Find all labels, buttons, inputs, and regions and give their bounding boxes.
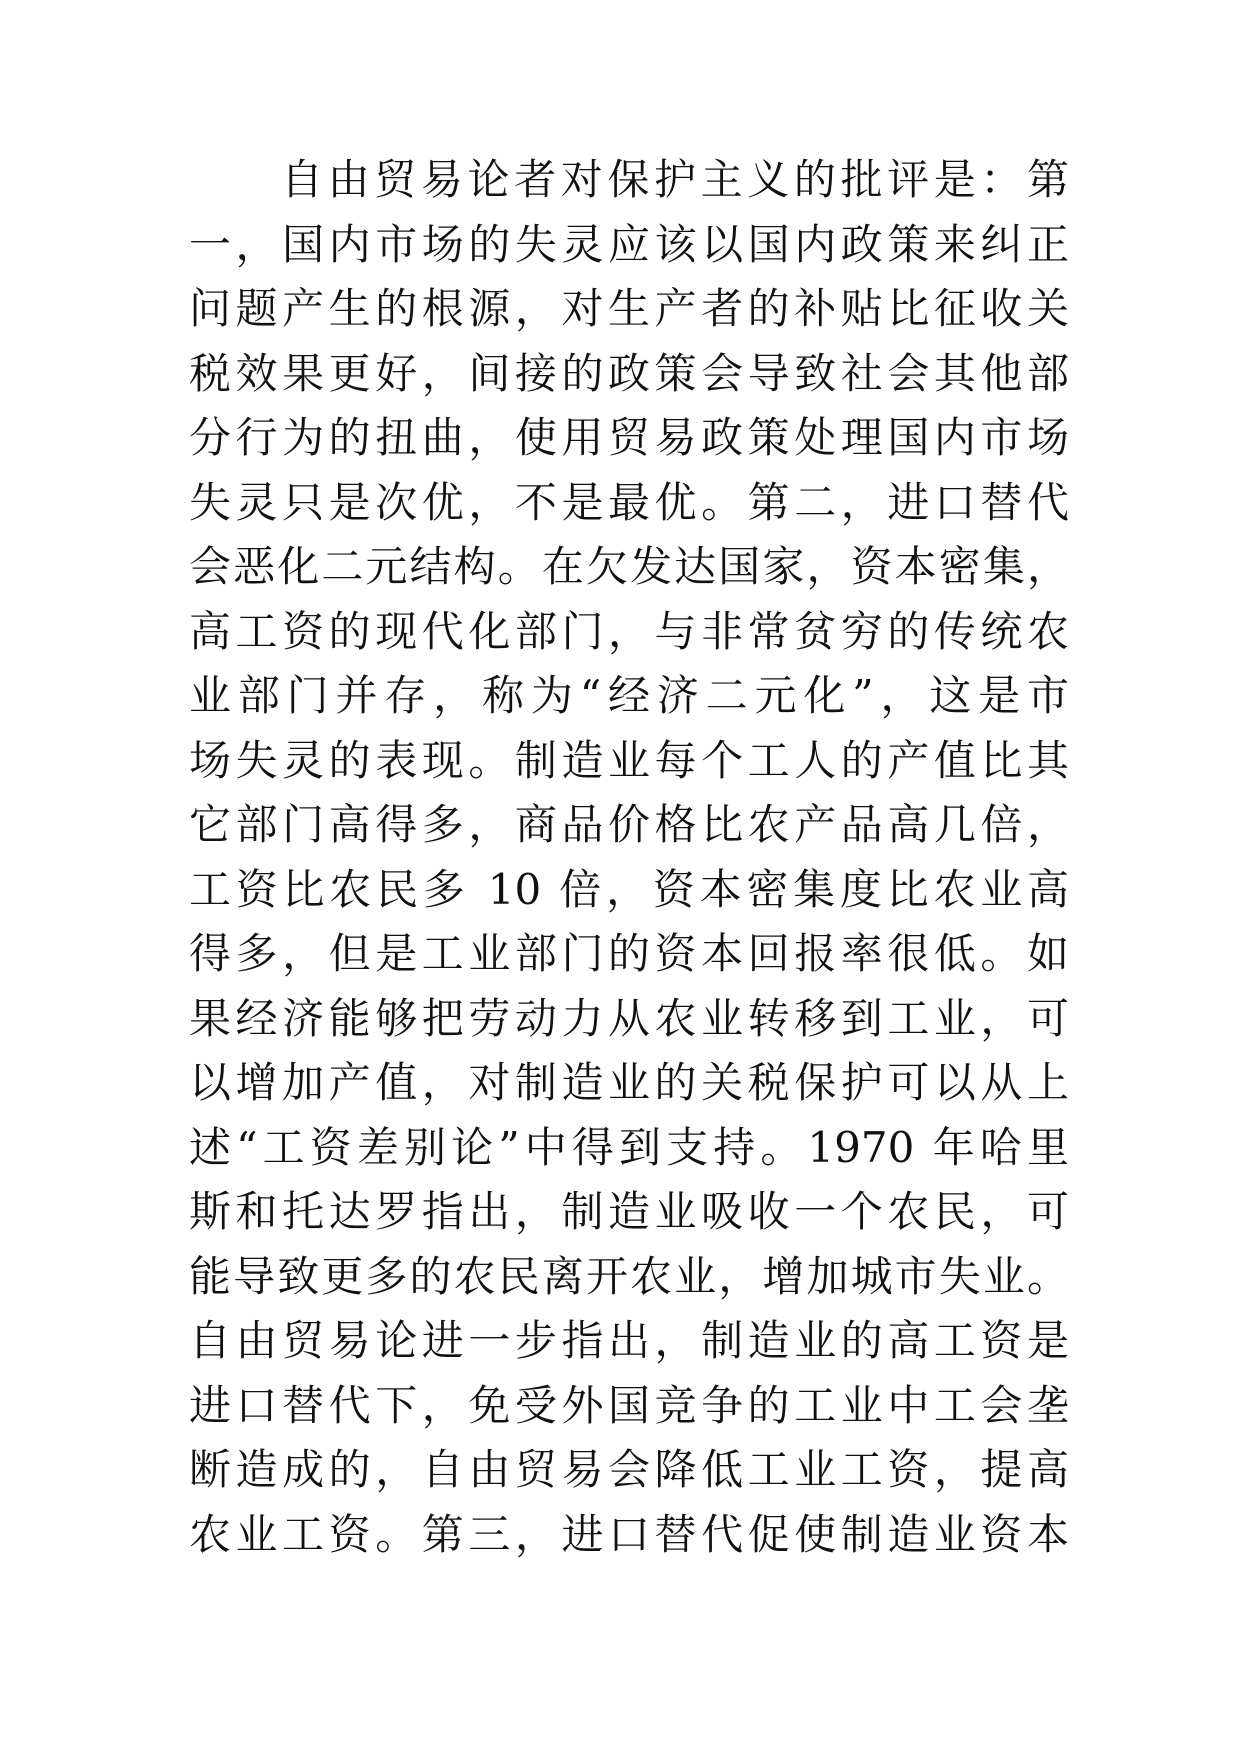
text-line-7: 会恶化二元结构。在欠发达国家，资本密集， bbox=[189, 542, 1069, 591]
text-line-12: 工资比农民多 10 倍，资本密集度比农业高 bbox=[189, 864, 1069, 914]
text-line-15: 以增加产值，对制造业的关税保护可以从上 bbox=[189, 1058, 1069, 1107]
text-line-20: 进口替代下，免受外国竞争的工业中工会垄 bbox=[189, 1380, 1069, 1430]
text-line-3: 问题产生的根源，对生产者的补贴比征收关 bbox=[189, 284, 1069, 333]
text-line-17: 斯和托达罗指出，制造业吸收一个农民，可 bbox=[189, 1187, 1069, 1236]
text-line-8: 高工资的现代化部门，与非常贫穷的传统农 bbox=[189, 606, 1069, 656]
text-line-5: 分行为的扭曲，使用贸易政策处理国内市场 bbox=[189, 413, 1069, 462]
text-line-10: 场失灵的表现。制造业每个工人的产值比其 bbox=[189, 735, 1069, 785]
text-line-21: 断造成的，自由贸易会降低工业工资，提高 bbox=[189, 1445, 1069, 1494]
text-line-2: 一，国内市场的失灵应该以国内政策来纠正 bbox=[189, 219, 1069, 269]
body-paragraph bbox=[189, 148, 1069, 1567]
text-line-9: 业部门并存，称为“经济二元化”，这是市 bbox=[189, 671, 1069, 720]
text-line-4: 税效果更好，间接的政策会导致社会其他部 bbox=[189, 348, 1069, 398]
text-line-13: 得多，但是工业部门的资本回报率很低。如 bbox=[189, 929, 1069, 978]
text-line-11: 它部门高得多，商品价格比农产品高几倍， bbox=[189, 800, 1069, 849]
text-line-16: 述“工资差别论”中得到支持。1970 年哈里 bbox=[189, 1122, 1069, 1172]
text-line-19: 自由贸易论进一步指出，制造业的高工资是 bbox=[189, 1316, 1069, 1365]
text-line-18: 能导致更多的农民离开农业，增加城市失业。 bbox=[189, 1251, 1069, 1301]
text-line-1: 自由贸易论者对保护主义的批评是：第 bbox=[281, 155, 1069, 204]
text-line-22: 农业工资。第三，进口替代促使制造业资本 bbox=[189, 1509, 1069, 1559]
text-line-14: 果经济能够把劳动力从农业转移到工业，可 bbox=[189, 993, 1069, 1043]
text-line-6: 失灵只是次优，不是最优。第二，进口替代 bbox=[189, 477, 1069, 527]
